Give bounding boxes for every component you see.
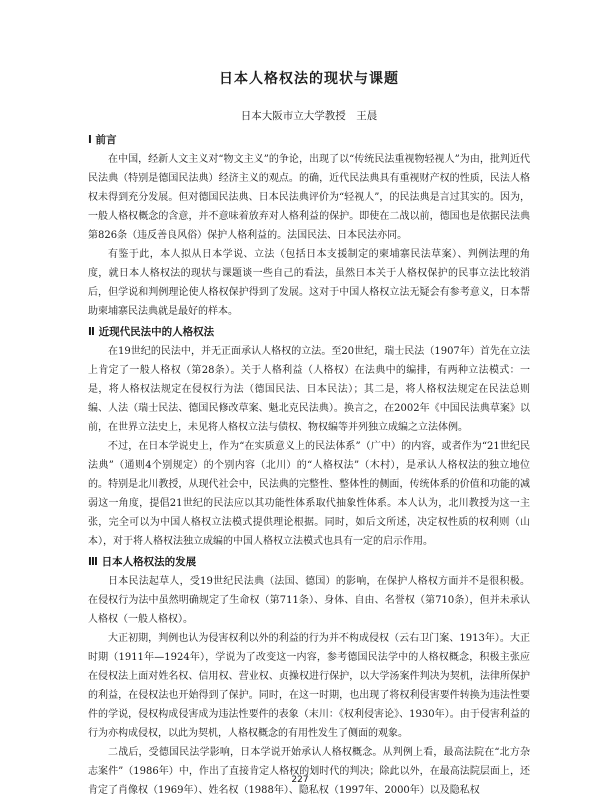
section-heading-preface: Ⅰ 前言	[88, 134, 117, 146]
paper-title: 日本人格权法的现状与课题	[219, 71, 399, 87]
paragraph: 大正初期，判例也认为侵害权利以外的利益的行为并不构成侵权（云右卫门案、1913年）。大正时期（1911年—1924年），学说为了改变这一内容，参考德国民法学中的人格权概念，积极主张应在侵权法上面对姓名权、信用权、营业权、贞操权进行保护，以大学汤案件判决为契机，法律所保护的利益，在侵权法也开始得到了保护。同时，在这一时期，也出现了将权利侵害要件转换为违法性要件的学说，侵权构成侵害成为违法性要件的表象（末川：《权利侵害论》、1930年）。由于侵害利益的行为亦构成侵权，以此为契机，人格权概念的有用性发生了侧面的观象。	[88, 633, 530, 739]
paragraph: 在19世纪的民法中，并无正面承认人格权的立法。至20世纪，瑞士民法（1907年）首先在立法上肯定了一般人格权（第28条）。关于人格利益（人格权）在法典中的编排，有两种立法模式：一是，将人格权法规定在侵权行为法（德国民法、日本民法）；其二是，将人格权法规定在民法总则编、人法（瑞士民法、德国民修改草案、魁北克民法典）。换言之，在2002年《中国民法典草案》以前，在世界立法史上，未见将人格权立法与债权、物权编等并列独立成编之立法体例。	[88, 346, 530, 433]
paper-page	[88, 68, 530, 800]
paragraph: 日本民法起草人，受19世纪民法典（法国、德国）的影响，在保护人格权方面并不是很积极。在侵权行为法中虽然明确规定了生命权（第711条）、身体、自由、名誉权（第710条），但并未承认人格权（一般人格权）。	[88, 576, 530, 625]
paragraph: 不过，在日本学说史上，作为“在实质意义上的民法体系”（广中）的内容，或者作为“21世纪民法典”（通则4个别规定）的个别内容（北川）的“人格权法”（木村），是承认人格权法的独立地位的。特别是北川教授，从现代社会中，民法典的完整性、整体性的侧面，传统体系的价值和功能的减弱这一角度，提倡21世纪的民法应以其功能性体系取代抽象性体系。本人认为，北川教授为这一主张，完全可以为中国人格权立法模式提供理论根据。同时，如后文所述，决定权性质的权利则（山本），对于将人格权法独立成编的中国人格权立法模式也具有一定的启示作用。	[88, 441, 530, 547]
section-heading-japan-development: Ⅲ 日本人格权法的发展	[88, 556, 197, 568]
paragraph: 有鉴于此，本人拟从日本学说、立法（包括日本支援制定的柬埔寨民法草案）、判例法理的角度，就日本人格权法的现状与课题谈一些自己的看法，虽然日本关于人格权保护的民事立法比较消后，但学说和判例理论使人格权保护得到了发展。这对于中国人格权立法无疑会有参考意义，日本帮助柬埔寨民法典就是最好的样本。	[88, 249, 530, 317]
author-line: 日本大阪市立大学教授 王晨	[240, 110, 378, 122]
paragraph: 二战后，受德国民法学影响，日本学说开始承认人格权概念。从判例上看，最高法院在“北方杂志案件”（1986年）中，作出了直接肯定人格权的划时代的判决；除此以外，在最高法院层面上，还肯定了肖像权（1969年）、姓名权（1988年）、隐私权（1997年、2000年）以及隐私权	[88, 747, 530, 796]
paragraph: 在中国，经新人文主义对“物文主义”的争论，出现了以“传统民法重视物轻视人”为由，批判近代民法典（特别是德国民法典）经济主义的观点。的确，近代民法典具有重视财产权的性质，民法人格权未得到充分发展。但对德国民法典、日本民法典评价为“轻视人”，的民法典是言过其实的。因为，一般人格权概念的含意，并不意味着放弃对人格利益的保护。即使在二战以前，德国也是依据民法典第826条（违反善良风俗）保护人格利益的。法国民法、日本民法亦同。	[88, 154, 530, 241]
page-number: 227	[291, 775, 309, 785]
section-heading-modern-civil-law: Ⅱ 近现代民法中的人格权法	[88, 326, 215, 338]
